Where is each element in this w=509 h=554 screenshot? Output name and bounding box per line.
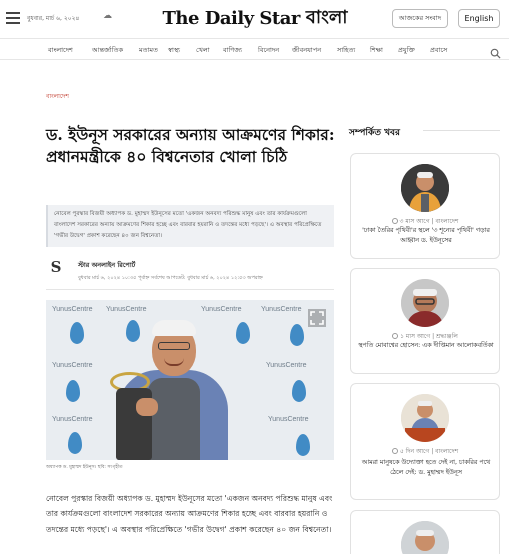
nav-item-education[interactable]: শিক্ষা <box>370 46 383 54</box>
backdrop-text: YunusCentre <box>106 306 147 313</box>
card-thumbnail <box>401 394 449 442</box>
backdrop-text: YunusCentre <box>201 306 242 313</box>
clock-icon <box>392 218 398 224</box>
article-summary <box>46 205 334 247</box>
card-thumbnail <box>401 521 449 554</box>
card-title[interactable]: 'ঢাকা তৈরির পৃথিবী'র স্থলে '৩ শূন্যের পৃথিবী' গড়ার আহ্বান ড. ইউনূসের <box>362 227 490 244</box>
nav-item-bangladesh[interactable]: বাংলাদেশ <box>48 46 73 54</box>
backdrop-text: YunusCentre <box>266 362 307 369</box>
image-caption: অধ্যাপক ড. মুহাম্মদ ইউনূস। ছবি: সংগৃহীত <box>46 465 123 470</box>
leaf-icon <box>290 324 304 346</box>
related-divider <box>423 130 500 131</box>
author-name[interactable]: স্টার অনলাইন রিপোর্ট <box>78 261 136 269</box>
logo-english: The Daily Star <box>162 7 300 29</box>
card-title[interactable]: স্থপতি মোবাশ্বের হোসেন: এক দীপ্তিমান আলোকবর্তিকা <box>358 342 494 349</box>
todays-news-button[interactable]: আজকের সংবাদ <box>392 9 448 28</box>
leaf-icon <box>126 320 140 342</box>
card-meta: ৫ দিন আগে | বাংলাদেশ <box>351 446 499 457</box>
leaf-icon <box>70 322 84 344</box>
nav-item-literature[interactable]: সাহিত্য <box>337 46 356 54</box>
nav-item-abroad[interactable]: প্রবাসে <box>430 46 448 54</box>
related-card[interactable] <box>350 510 500 554</box>
leaf-icon <box>236 322 250 344</box>
related-news-heading: সম্পর্কিত খবর <box>349 128 401 138</box>
site-logo[interactable] <box>162 6 348 30</box>
person-hair <box>152 320 196 336</box>
date-line: বুধবার, মার্চ ৬, ২০২৪ <box>27 15 80 22</box>
backdrop-text: YunusCentre <box>268 416 309 423</box>
logo-bangla: বাংলা <box>305 6 348 28</box>
nav-item-lifestyle[interactable]: জীবনযাপন <box>292 46 322 54</box>
summary-text: নোবেল পুরস্কার বিজয়ী অধ্যাপক ড. মুহাম্মদ ইউনূসের মতো 'একজন অনবদ্য পরিশুদ্ধ মানুষ এবং তার কার্যক্রমগুলো বাংলাদেশ সরকারের অন্যায় আক্রমণের শিকার হচ্ছে এবং বারবার হয়রানি ও তদন্তের মধ্যে পড়ছে'। এ অবস্থার পরিপ্রেক্ষিতে 'গভীর উদ্বেগ' প্রকাশ করেছেন ৪০ জন বিশ্বনেতা। <box>54 211 322 239</box>
backdrop-text: YunusCentre <box>52 362 93 369</box>
nav-item-sports[interactable]: খেলা <box>196 46 210 54</box>
top-bar <box>0 0 509 36</box>
publish-dates: বুধবার মার্চ ৬, ২০২৪ ১০:৩৫ পূর্বাহ্ন সর্বশেষ আপডেট: বুধবার মার্চ ৬, ২০২৪ ১২:৫৩ অপরাহ্ন <box>78 275 263 281</box>
leaf-icon <box>296 434 310 456</box>
nav-item-international[interactable]: আন্তর্জাতিক <box>92 46 124 54</box>
article-body: নোবেল পুরস্কার বিজয়ী অধ্যাপক ড. মুহাম্মদ ইউনূসের মতো 'একজন অনবদ্য পরিশুদ্ধ মানুষ এবং তার কার্যক্রমগুলো বাংলাদেশ সরকারের অন্যায় আক্রমণের শিকার হচ্ছে এবং বারবার হয়রানি ও তদন্তের মধ্যে পড়ছে'। এ অবস্থার পরিপ্রেক্ষিতে 'গভীর উদ্বেগ' প্রকাশ করেছেন ৪০ জন বিশ্বনেতা। <box>46 494 333 534</box>
main-nav <box>0 38 509 60</box>
leaf-icon <box>66 380 80 402</box>
english-edition-button[interactable]: English <box>458 9 500 28</box>
weather-icon: ☁ <box>103 11 112 21</box>
breadcrumb[interactable]: বাংলাদেশ <box>46 93 69 100</box>
related-card[interactable] <box>350 268 500 374</box>
byline-divider <box>46 289 334 290</box>
card-thumbnail <box>401 279 449 327</box>
hand <box>136 398 158 416</box>
card-thumbnail <box>401 164 449 212</box>
backdrop-text: YunusCentre <box>52 416 93 423</box>
nav-item-technology[interactable]: প্রযুক্তি <box>398 46 415 54</box>
hero-image[interactable] <box>46 300 334 460</box>
card-title[interactable]: আমরা মানুষকে উদ্যোক্তা হতে দেই না, চাকরির পথে ঠেলে দেই: ড. মুহাম্মদ ইউনূস <box>361 459 491 476</box>
backdrop-text: YunusCentre <box>261 306 302 313</box>
clock-icon <box>392 448 398 454</box>
article-headline: ড. ইউনূস সরকারের অন্যায় আক্রমণের শিকার: প্রধানমন্ত্রীকে ৪০ বিশ্বনেতার খোলা চিঠি <box>46 125 335 166</box>
clock-icon <box>392 333 398 339</box>
related-card[interactable] <box>350 383 500 500</box>
card-meta: ৩ মাস আগে | বাংলাদেশ <box>351 216 499 227</box>
card-meta: ১ মাস আগে | শ্রদ্ধাঞ্জলি <box>351 331 499 342</box>
leaf-icon <box>292 380 306 402</box>
person-vest <box>148 378 200 460</box>
backdrop-text: YunusCentre <box>52 306 93 313</box>
glasses <box>158 342 190 350</box>
nav-item-entertainment[interactable]: বিনোদন <box>258 46 280 54</box>
nav-item-business[interactable]: বাণিজ্য <box>223 46 242 54</box>
search-icon[interactable] <box>490 44 501 55</box>
menu-icon[interactable] <box>6 12 20 24</box>
nav-item-health[interactable]: স্বাস্থ্য <box>168 46 181 54</box>
fullscreen-icon[interactable] <box>308 309 326 327</box>
author-logo: S <box>50 258 62 276</box>
leaf-icon <box>68 432 82 454</box>
nav-item-opinion[interactable]: মতামত <box>139 46 158 54</box>
related-card[interactable] <box>350 153 500 259</box>
